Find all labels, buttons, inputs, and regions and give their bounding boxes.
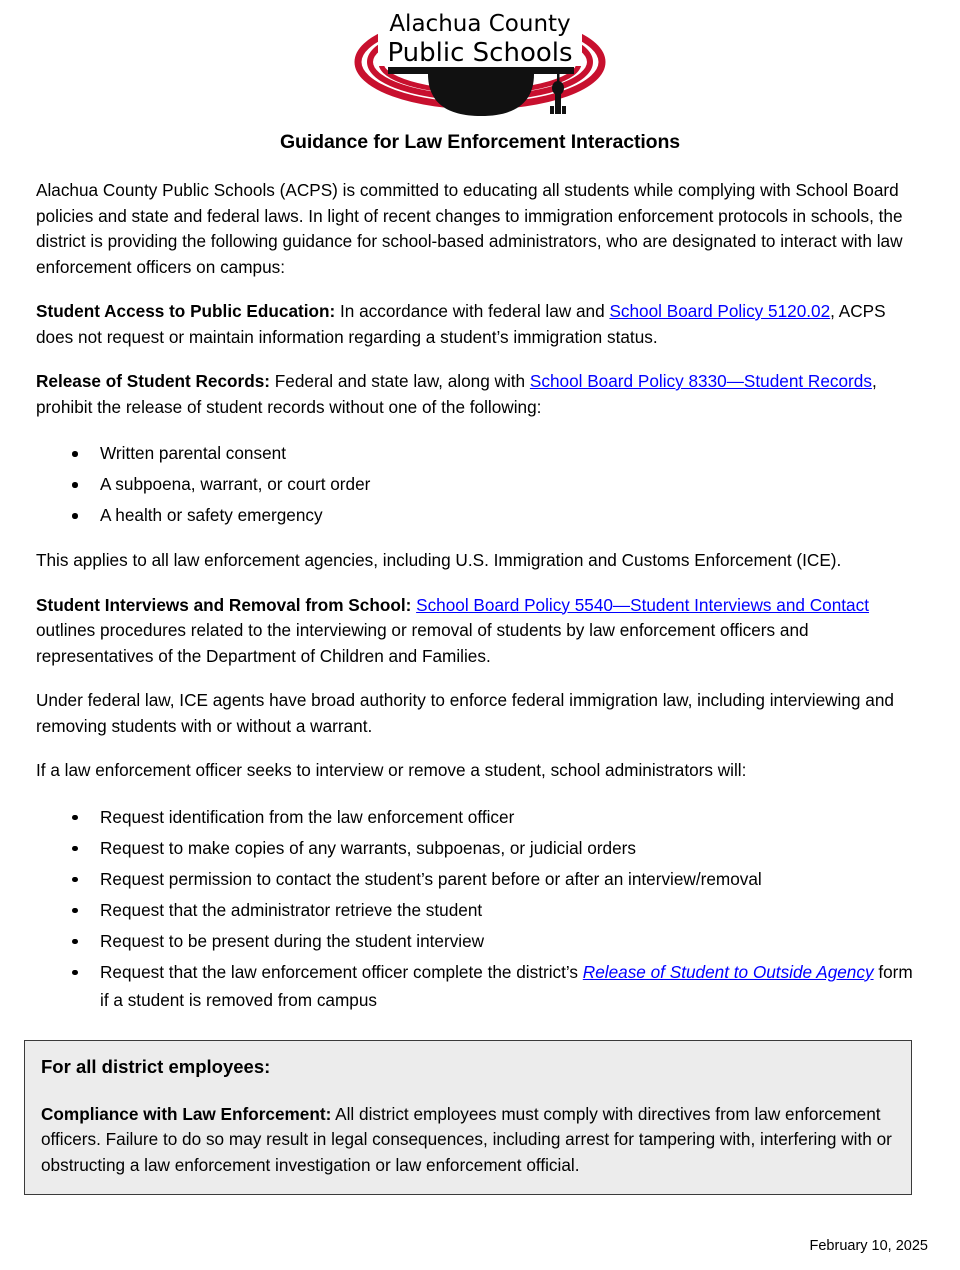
link-release-of-student-form[interactable]: Release of Student to Outside Agency — [582, 961, 874, 982]
list-item: Written parental consent — [100, 439, 926, 467]
page-title: Guidance for Law Enforcement Interactions — [279, 131, 681, 153]
document-body — [36, 178, 926, 1033]
release-records-text-after: , prohibit the release of student records without one of the following: — [36, 371, 877, 417]
list-item: Request to make copies of any warrants, subpoenas, or judicial orders — [100, 834, 926, 862]
release-records-lead: Release of Student Records: — [36, 371, 270, 391]
mortarboard-crown — [428, 74, 534, 116]
administrators-intro-paragraph: If a law enforcement officer seeks to interview or remove a student, school administrators will: — [36, 760, 747, 780]
release-records-bullet-list — [36, 439, 926, 529]
link-policy-8330[interactable]: School Board Policy 8330—Student Records — [529, 371, 872, 391]
list-item: Request that the administrator retrieve the student — [100, 896, 926, 924]
callout-lead: Compliance with Law Enforcement: — [41, 1103, 332, 1124]
release-records-text-before: Federal and state law, along with — [270, 371, 530, 391]
intro-paragraph: Alachua County Public Schools (ACPS) is committed to educating all students while complying with School Board policies and state and federal laws. In light of recent changes to immigration enforcement protocols in schools, the district is providing the following guidance for school-based administrators, who are designated to interact with law enforcement officers on campus: — [36, 180, 903, 277]
list-item: Request permission to contact the student’s parent before or after an interview/removal — [100, 865, 926, 893]
student-access-text-before: In accordance with federal law and — [335, 301, 610, 321]
release-records-paragraph — [36, 369, 926, 420]
list-item: Request identification from the law enforcement officer — [100, 803, 926, 831]
footer-date: February 10, 2025 — [809, 1238, 928, 1254]
logo-line-1: Alachua County — [389, 11, 571, 37]
list-item-with-link — [100, 958, 926, 1014]
agencies-applicability-paragraph: This applies to all law enforcement agencies, including U.S. Immigration and Customs Enforcement (ICE). — [36, 550, 842, 570]
student-access-paragraph — [36, 299, 926, 350]
interviews-removal-paragraph — [36, 593, 926, 670]
link-policy-5120[interactable]: School Board Policy 5120.02 — [609, 301, 831, 321]
last-bullet-text-before: Request that the law enforcement officer complete the district’s — [100, 961, 583, 982]
callout-text: All district employees must comply with directives from law enforcement officers. Failure to do so may result in legal consequences, including arrest for tampering with, interfering with or obstructing a law enforcement investigation or law enforcement official. — [41, 1103, 892, 1175]
student-access-text-after: , ACPS does not request or maintain information regarding a student’s immigration status. — [36, 301, 886, 347]
link-policy-5540[interactable]: School Board Policy 5540—Student Interviews and Contact — [416, 594, 869, 615]
interviews-removal-text-after: outlines procedures related to the interviewing or removal of students by law enforcement officers and representatives of the Department of Children and Families. — [36, 620, 809, 666]
logo-graphic — [350, 6, 610, 118]
callout-title: For all district employees: — [41, 1056, 271, 1077]
district-logo — [0, 6, 960, 118]
administrator-actions-bullet-list — [36, 803, 926, 1014]
last-bullet-text-after: form if a student is removed from campus — [100, 961, 913, 1010]
logo-line-2: Public Schools — [387, 38, 573, 68]
list-item: Request to be present during the student interview — [100, 927, 926, 955]
district-employees-callout — [24, 1040, 912, 1195]
interviews-removal-lead: Student Interviews and Removal from School: — [36, 594, 412, 615]
list-item: A subpoena, warrant, or court order — [100, 470, 926, 498]
mortarboard-top — [388, 67, 574, 74]
list-item: A health or safety emergency — [100, 501, 926, 529]
federal-authority-paragraph: Under federal law, ICE agents have broad authority to enforce federal immigration law, including interviewing and removing students with or without a warrant. — [36, 690, 894, 736]
callout-body — [41, 1102, 895, 1179]
student-access-lead: Student Access to Public Education: — [36, 301, 336, 321]
